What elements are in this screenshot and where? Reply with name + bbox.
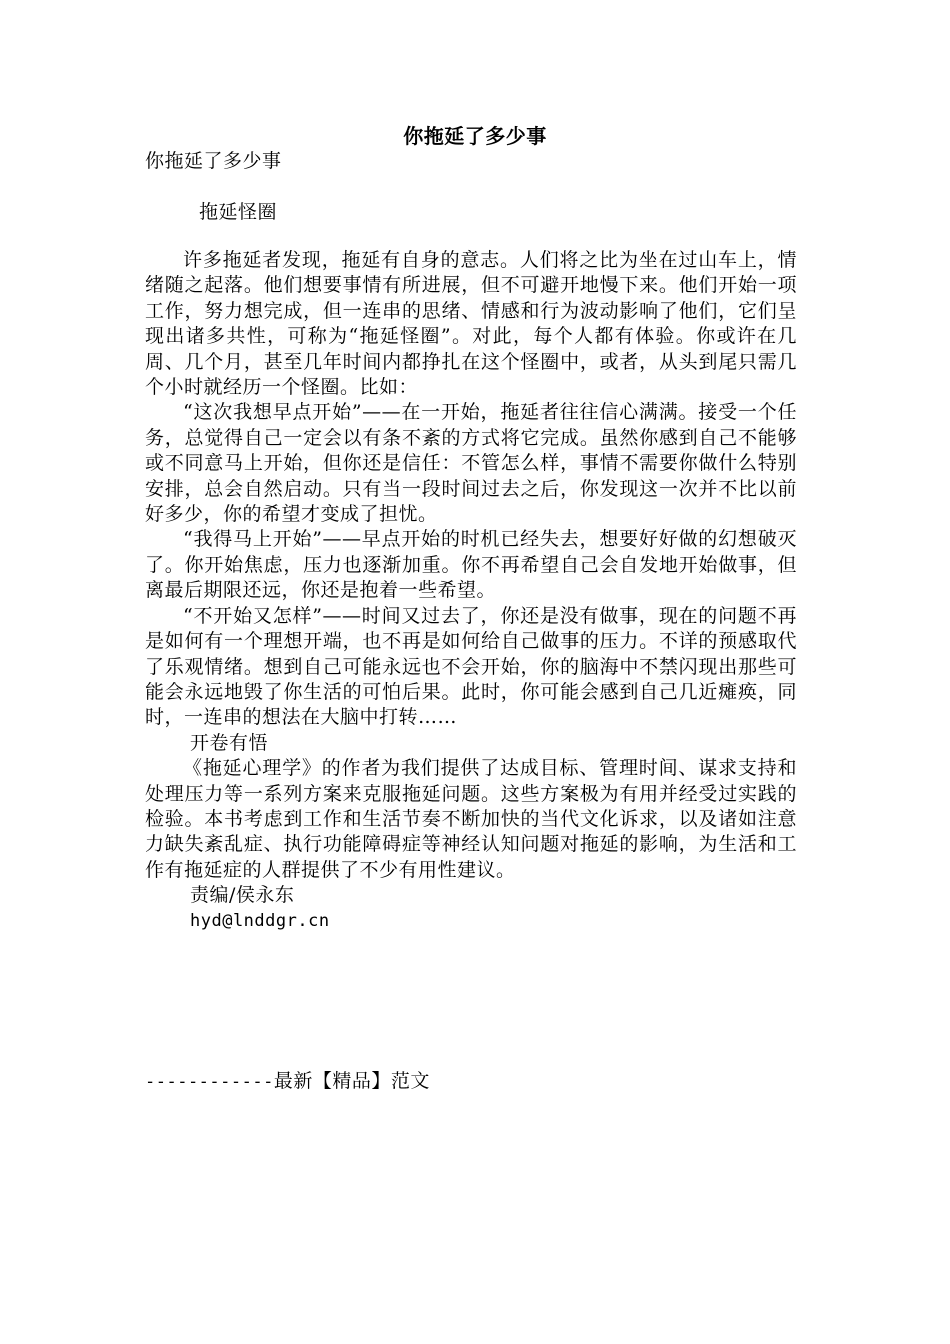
article-body [145, 248, 797, 934]
document-title: 你拖延了多少事 [403, 124, 547, 148]
body-paragraph: 许多拖延者发现，拖延有自身的意志。人们将之比为坐在过山车上，情绪随之起落。他们想要事情有所进展，但不可避开地慢下来。他们开始一项工作，努力想完成，但一连串的思绪、情感和行为波动影响了他们，它们呈现出诸多共性，可称为“拖延怪圈”。对此，每个人都有体验。你或许在几周、几个月，甚至几年时间内都挣扎在这个怪圈中，或者，从头到尾只需几个小时就经历一个怪圈。比如： [145, 249, 797, 399]
body-paragraph: “我得马上开始”——早点开始的时机已经失去，想要好好做的幻想破灭了。你开始焦虑，压力也逐渐加重。你不再希望自己会自发地开始做事，但离最后期限还远，你还是抱着一些希望。 [145, 528, 797, 602]
editor-line: 责编/侯永东 [190, 884, 295, 907]
footer [145, 1068, 430, 1095]
book-paragraph: 《拖延心理学》的作者为我们提供了达成目标、管理时间、谋求支持和处理压力等一系列方案来克服拖延问题。这些方案极为有用并经受过实践的检验。本书考虑到工作和生活节奏不断加快的当代文化诉求，以及诸如注意力缺失紊乱症、执行功能障碍症等神经认知问题对拖延的影响，为生活和工作有拖延症的人群提供了不少有用性建议。 [145, 757, 797, 881]
section-heading: 拖延怪圈 [199, 201, 278, 223]
footer-dashes: ------------ [145, 1072, 274, 1092]
body-paragraph: “不开始又怎样”——时间又过去了，你还是没有做事，现在的问题不再是如何有一个理想开端，也不再是如何给自己做事的压力。不详的预感取代了乐观情绪。想到自己可能永远也不会开始，你的脑海中不禁闪现出那些可能会永远地毁了你生活的可怕后果。此时，你可能会感到自己几近瘫痪，同时，一连串的想法在大脑中打转…… [145, 604, 797, 729]
book-heading: 开卷有悟 [190, 731, 269, 754]
footer-text: 最新【精品】范文 [273, 1070, 430, 1092]
document-subtitle: 你拖延了多少事 [145, 150, 282, 172]
body-paragraph: “这次我想早点开始”——在一开始，拖延者往往信心满满。接受一个任务，总觉得自己一定会以有条不紊的方式将它完成。虽然你感到自己不能够或不同意马上开始，但你还是信任：不管怎么样，事情不需要你做什么特别安排，总会自然启动。只有当一段时间过去之后，你发现这一次并不比以前好多少，你的希望才变成了担忧。 [145, 401, 797, 526]
editor-email: hyd@lnddgr.cn [190, 910, 330, 931]
